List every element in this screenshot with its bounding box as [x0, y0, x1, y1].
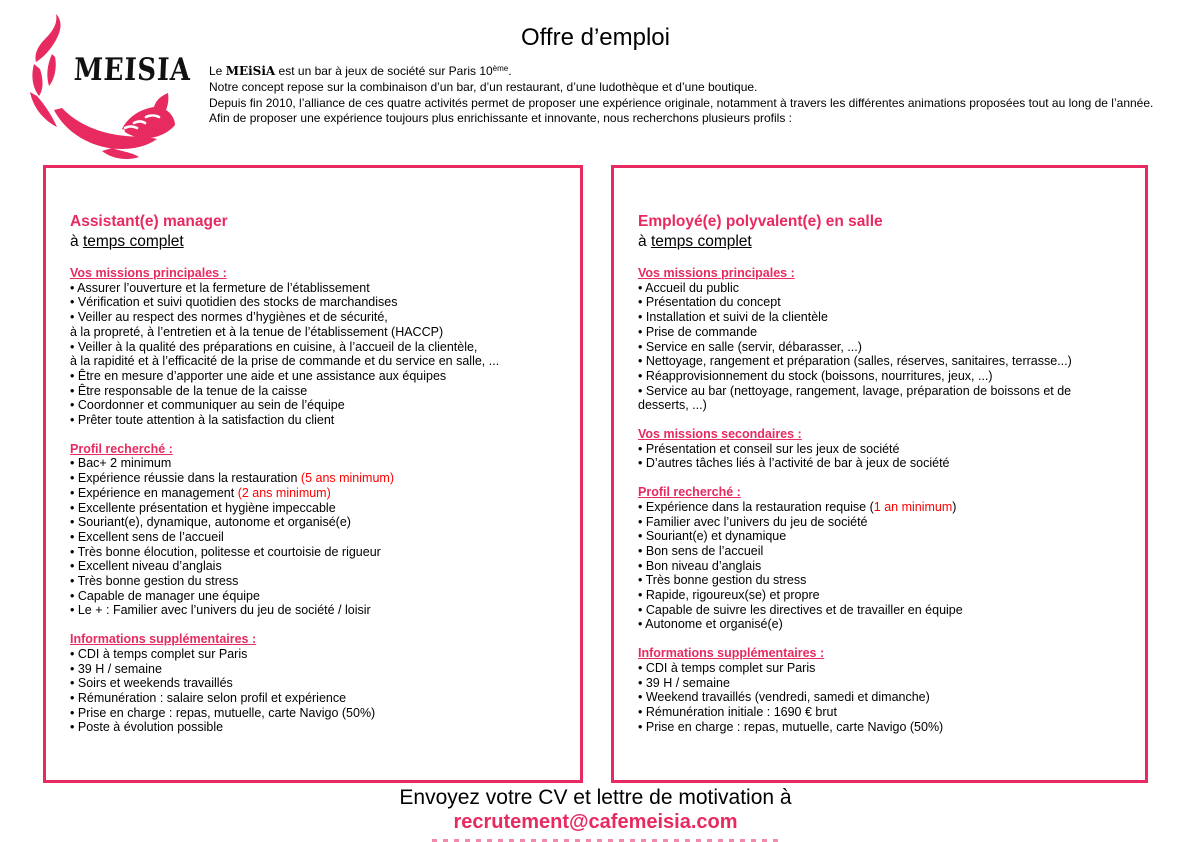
text-segment: à	[638, 233, 651, 250]
footer-cta-text: Envoyez votre CV et lettre de motivation à	[399, 786, 792, 809]
text-segment: Profil recherché :	[70, 441, 173, 456]
text-segment: Réapprovisionnement du stock (boissons, nourritures, jeux, ...)	[645, 368, 993, 383]
text-segment: Prise en charge : repas, mutuelle, carte Navigo (50%)	[645, 719, 944, 734]
bullet-marker: •	[638, 675, 646, 690]
job-section	[638, 266, 1121, 413]
list-item	[638, 354, 1121, 369]
list-item	[638, 529, 1121, 544]
text-segment: Assurer l’ouverture et la fermeture de l’établissement	[77, 280, 370, 295]
text-segment: Vos missions secondaires :	[638, 427, 802, 442]
text-segment: Poste à évolution possible	[77, 720, 224, 735]
bullet-marker: •	[70, 661, 78, 676]
text-segment: (5 ans minimum)	[300, 471, 394, 486]
bullet-marker: •	[70, 588, 78, 603]
bullet-marker: •	[70, 339, 78, 354]
text-segment: Vos missions principales :	[70, 266, 227, 280]
bullet-marker: •	[638, 310, 646, 325]
list-item	[638, 559, 1121, 574]
text-segment: temps complet	[650, 233, 752, 250]
section-heading	[70, 632, 556, 647]
text-segment: Être en mesure d’apporter une aide et une assistance aux équipes	[77, 368, 447, 383]
intro-line	[209, 80, 1169, 96]
text-segment: Accueil du public	[645, 280, 739, 295]
text-segment: Présentation et conseil sur les jeux de société	[645, 441, 900, 456]
list-item	[70, 706, 556, 721]
bullet-marker: •	[70, 471, 78, 486]
bullet-marker: •	[638, 383, 646, 398]
bullet-marker: •	[70, 280, 78, 295]
list-item	[70, 530, 556, 545]
text-segment: Expérience dans la restauration requise (	[645, 499, 874, 514]
bullet-marker: •	[70, 456, 78, 471]
text-segment: CDI à temps complet sur Paris	[77, 646, 248, 661]
bullet-marker: •	[638, 558, 646, 573]
text-segment: D’autres tâches liés à l’activité de bar à jeux de société	[645, 456, 950, 471]
list-item	[70, 310, 556, 325]
text-segment: Service au bar (nettoyage, rangement, lavage, préparation de boissons et de desserts, ...)	[638, 383, 1072, 413]
list-item	[70, 281, 556, 296]
list-item	[638, 369, 1121, 384]
bullet-marker: •	[638, 354, 646, 369]
job-subtitle	[70, 232, 556, 252]
list-item	[638, 544, 1121, 559]
text-segment: Informations supplémentaires :	[638, 646, 825, 661]
job-section	[70, 632, 556, 735]
text-segment: Installation et suivi de la clientèle	[645, 310, 828, 325]
text-segment: Autonome et organisé(e)	[645, 617, 783, 632]
bullet-marker: •	[638, 514, 646, 529]
bullet-marker: •	[70, 413, 78, 428]
text-segment: Rémunération : salaire selon profil et expérience	[77, 690, 347, 705]
bullet-marker: •	[638, 324, 646, 339]
text-segment: 39 H / semaine	[645, 675, 730, 690]
text-segment: est un bar à jeux de société sur Paris 10	[275, 64, 493, 78]
text-segment: Notre concept repose sur la combinaison d’un bar, d’un restaurant, d’une ludothèque et d’une boutique.	[209, 79, 758, 94]
section-heading	[638, 646, 1121, 661]
intro-line	[209, 61, 1169, 80]
text-segment: Rapide, rigoureux(se) et propre	[645, 588, 820, 603]
list-item	[638, 442, 1121, 457]
text-segment: Prêter toute attention à la satisfaction du client	[77, 413, 335, 428]
list-item	[638, 720, 1121, 735]
bullet-marker: •	[70, 574, 78, 589]
text-segment: Weekend travaillés (vendredi, samedi et dimanche)	[645, 690, 930, 705]
bullet-marker: •	[638, 543, 646, 558]
logo-wordmark: MEISIA	[73, 52, 192, 88]
bullet-marker: •	[70, 559, 78, 574]
job-section	[638, 485, 1121, 632]
job-section	[638, 427, 1121, 471]
bullet-marker: •	[70, 310, 78, 325]
list-item	[70, 413, 556, 428]
list-item-continuation	[70, 354, 556, 369]
text-segment: .	[508, 64, 512, 78]
list-item	[70, 501, 556, 516]
text-segment: Prise en charge : repas, mutuelle, carte Navigo (50%)	[77, 705, 376, 720]
list-item	[638, 325, 1121, 340]
list-item	[638, 500, 1121, 515]
section-heading	[70, 266, 556, 281]
bullet-marker: •	[70, 383, 78, 398]
list-item	[638, 340, 1121, 355]
text-segment: Familier avec l’univers du jeu de société	[645, 514, 868, 529]
text-segment: Profil recherché :	[638, 485, 741, 500]
list-item	[638, 295, 1121, 310]
list-item	[70, 545, 556, 560]
bullet-marker: •	[70, 690, 78, 705]
section-heading	[638, 266, 1121, 281]
bullet-marker: •	[70, 398, 78, 413]
text-segment: MEiSiA	[225, 64, 276, 78]
list-item	[638, 603, 1121, 618]
text-segment: Employé(e) polyvalent(e) en salle	[638, 213, 883, 230]
text-segment: Afin de proposer une expérience toujours plus enrichissante et innovante, nous recherchons plusieurs profils :	[209, 111, 793, 126]
job-card-employe-polyvalent	[611, 165, 1148, 783]
bullet-marker: •	[638, 690, 646, 705]
list-item	[70, 691, 556, 706]
bullet-marker: •	[638, 660, 646, 675]
text-segment: Très bonne gestion du stress	[77, 574, 239, 589]
bullet-marker: •	[70, 295, 78, 310]
list-item	[638, 573, 1121, 588]
bullet-marker: •	[638, 588, 646, 603]
list-item	[70, 720, 556, 735]
section-heading	[638, 485, 1121, 500]
list-item-continuation	[70, 325, 556, 340]
text-segment: Rémunération initiale : 1690 € brut	[645, 704, 837, 719]
text-segment: Bon niveau d’anglais	[645, 558, 762, 573]
list-item	[70, 589, 556, 604]
list-item	[638, 588, 1121, 603]
list-item	[638, 661, 1121, 676]
bullet-marker: •	[70, 705, 78, 720]
bullet-marker: •	[70, 544, 78, 559]
bullet-marker: •	[70, 368, 78, 383]
text-segment: à la propreté, à l’entretien et à la tenue de l’établissement (HACCP)	[70, 324, 444, 339]
bullet-marker: •	[70, 720, 78, 735]
job-title	[638, 212, 1121, 232]
list-item	[638, 705, 1121, 720]
text-segment: Le	[209, 64, 226, 78]
bullet-marker: •	[638, 456, 646, 471]
list-item	[70, 369, 556, 384]
list-item	[638, 384, 1121, 413]
text-segment: Nettoyage, rangement et préparation (salles, réserves, sanitaires, terrasse...)	[645, 354, 1072, 369]
text-segment: Capable de suivre les directives et de travailler en équipe	[645, 602, 963, 617]
text-segment: 39 H / semaine	[77, 661, 162, 676]
list-item	[638, 456, 1121, 471]
bullet-marker: •	[638, 617, 646, 632]
list-item	[70, 340, 556, 355]
job-subtitle	[638, 232, 1121, 252]
text-segment: à la rapidité et à l’efficacité de la prise de commande et du service en salle, ...	[70, 354, 500, 369]
bullet-marker: •	[638, 295, 646, 310]
page-title: Offre d’emploi	[521, 24, 670, 51]
text-segment: Prise de commande	[645, 324, 758, 339]
text-segment: Coordonner et communiquer au sein de l’équipe	[77, 398, 345, 413]
bullet-marker: •	[70, 676, 78, 691]
list-item	[70, 647, 556, 662]
intro-line	[209, 111, 1169, 127]
text-segment: Expérience réussie dans la restauration	[77, 471, 301, 486]
text-segment: 1 an minimum	[873, 499, 953, 514]
text-segment: temps complet	[82, 233, 184, 250]
section-heading	[638, 427, 1121, 442]
text-segment: Service en salle (servir, débarasser, ...)	[645, 339, 862, 354]
list-item	[638, 281, 1121, 296]
text-segment: Très bonne gestion du stress	[645, 573, 807, 588]
bullet-marker: •	[638, 602, 646, 617]
list-item	[70, 398, 556, 413]
text-segment: Présentation du concept	[645, 295, 781, 310]
list-item	[638, 617, 1121, 632]
bullet-marker: •	[638, 719, 646, 734]
text-segment: Veiller au respect des normes d’hygiènes et de sécurité,	[77, 310, 388, 325]
text-segment: Assistant(e) manager	[70, 213, 228, 230]
job-title	[70, 212, 556, 232]
text-segment: Vos missions principales :	[638, 266, 795, 280]
text-segment: )	[952, 499, 957, 514]
text-segment: Bon sens de l’accueil	[645, 543, 764, 558]
list-item	[70, 603, 556, 618]
text-segment: CDI à temps complet sur Paris	[645, 660, 816, 675]
bullet-marker: •	[638, 704, 646, 719]
list-item	[638, 676, 1121, 691]
text-segment: Veiller à la qualité des préparations en cuisine, à l’accueil de la clientèle,	[77, 339, 478, 354]
text-segment: Excellent niveau d’anglais	[77, 559, 222, 574]
text-segment: Souriant(e), dynamique, autonome et organisé(e)	[77, 515, 351, 530]
text-segment: Depuis fin 2010, l’alliance de ces quatre activités permet de proposer une expérience originale, notamment à travers les différentes animations proposées tout au long de l’année.	[209, 95, 1154, 110]
list-item	[70, 295, 556, 310]
bullet-marker: •	[70, 515, 78, 530]
list-item	[70, 662, 556, 677]
bullet-marker: •	[638, 573, 646, 588]
list-item	[70, 384, 556, 399]
text-segment: Vérification et suivi quotidien des stocks de marchandises	[77, 295, 398, 310]
bullet-marker: •	[70, 485, 78, 500]
bullet-marker: •	[638, 280, 646, 295]
section-heading	[70, 442, 556, 457]
list-item	[70, 676, 556, 691]
list-item	[70, 486, 556, 501]
bullet-marker: •	[638, 339, 646, 354]
job-section	[70, 266, 556, 428]
list-item	[70, 574, 556, 589]
job-card-assistant-manager	[43, 165, 583, 783]
list-item	[638, 515, 1121, 530]
recruitment-email[interactable]: recrutement@cafemeisia.com	[453, 811, 738, 833]
text-segment: ème	[492, 64, 509, 73]
text-segment: à	[70, 233, 83, 250]
text-segment: Expérience en management	[77, 485, 238, 500]
text-segment: Bac+ 2 minimum	[77, 456, 172, 471]
intro-line	[209, 96, 1169, 112]
text-segment: Capable de manager une équipe	[77, 588, 260, 603]
bullet-marker: •	[70, 529, 78, 544]
list-item	[638, 690, 1121, 705]
bullet-marker: •	[70, 603, 78, 618]
text-segment: Souriant(e) et dynamique	[645, 529, 787, 544]
text-segment: Le + : Familier avec l’univers du jeu de société / loisir	[77, 603, 371, 618]
bullet-marker: •	[70, 500, 78, 515]
list-item	[70, 559, 556, 574]
text-segment: Excellente présentation et hygiène impeccable	[77, 500, 336, 515]
text-segment: Informations supplémentaires :	[70, 632, 257, 647]
job-section	[638, 646, 1121, 734]
bullet-marker: •	[638, 499, 646, 514]
bullet-marker: •	[70, 646, 78, 661]
bullet-marker: •	[638, 529, 646, 544]
text-segment: Excellent sens de l’accueil	[77, 529, 224, 544]
text-segment: (2 ans minimum)	[237, 485, 331, 500]
intro-paragraph	[209, 61, 1169, 127]
bullet-marker: •	[638, 368, 646, 383]
text-segment: Très bonne élocution, politesse et courtoisie de rigueur	[77, 544, 381, 559]
bullet-marker: •	[638, 441, 646, 456]
job-section	[70, 442, 556, 618]
text-segment: Soirs et weekends travaillés	[77, 676, 233, 691]
list-item	[70, 456, 556, 471]
text-segment: Être responsable de la tenue de la caisse	[77, 383, 308, 398]
list-item	[638, 310, 1121, 325]
list-item	[70, 471, 556, 486]
list-item	[70, 515, 556, 530]
